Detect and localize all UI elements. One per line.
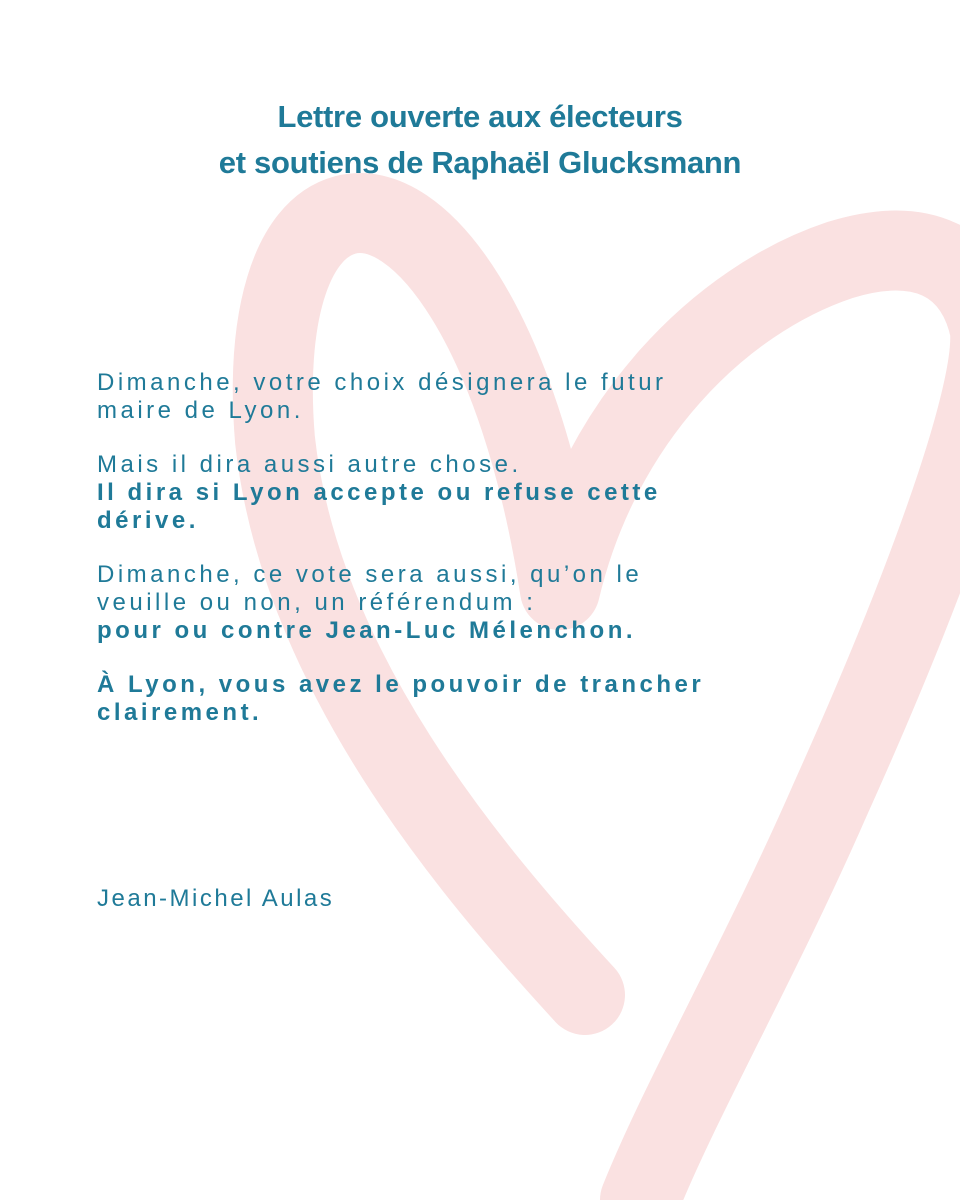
p2-line-1: Mais il dira aussi autre chose.: [97, 451, 522, 478]
paragraph-3: [97, 561, 917, 645]
signature: Jean-Michel Aulas: [97, 885, 335, 912]
letter-body: [97, 369, 917, 753]
p3-line-1: Dimanche, ce vote sera aussi, qu’on le: [97, 561, 643, 588]
paragraph-1: [97, 369, 917, 425]
paragraph-2: [97, 451, 917, 535]
p4-line-2: clairement.: [97, 699, 263, 726]
p4-line-1: À Lyon, vous avez le pouvoir de trancher: [97, 671, 705, 698]
p3-line-2: veuille ou non, un référendum :: [97, 589, 537, 616]
p1-line-2: maire de Lyon.: [97, 397, 304, 424]
p2-line-3: dérive.: [97, 507, 199, 534]
paragraph-4: [97, 671, 917, 727]
letter-title: [0, 94, 960, 186]
p1-line-1: Dimanche, votre choix désignera le futur: [97, 369, 667, 396]
title-line-1: Lettre ouverte aux électeurs: [277, 99, 683, 134]
p2-line-2: Il dira si Lyon accepte ou refuse cette: [97, 479, 661, 506]
p3-line-3: pour ou contre Jean-Luc Mélenchon.: [97, 617, 637, 644]
title-line-2: et soutiens de Raphaël Glucksmann: [218, 145, 742, 180]
